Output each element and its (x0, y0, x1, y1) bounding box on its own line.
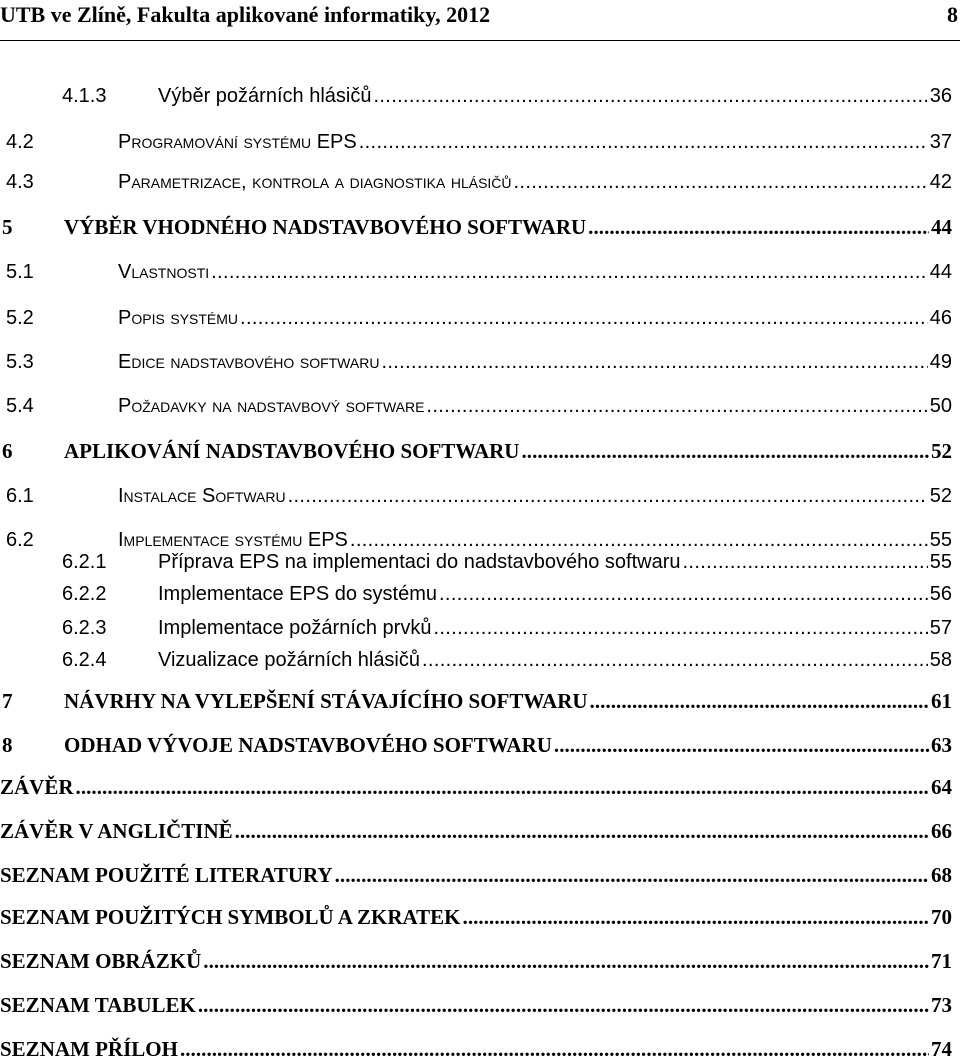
toc-entry-number: 4.1.3 (62, 85, 107, 107)
toc-leader-dots (359, 120, 928, 154)
toc-entry-number: 6.2.2 (62, 583, 107, 605)
toc-entry-title: Vlastnosti (118, 261, 210, 283)
toc-leader-dots (463, 896, 929, 930)
toc-entry-number: 6.2.3 (62, 617, 107, 639)
toc-entry-title: SEZNAM POUŽITÝCH SYMBOLŮ A ZKRATEK (0, 905, 461, 929)
toc-entry-title: VÝBĚR VHODNÉHO NADSTAVBOVÉHO SOFTWARU (64, 215, 587, 239)
toc-entry-page: 73 (931, 993, 952, 1017)
toc-entry-title: Příprava EPS na implementaci do nadstavbového softwaru (158, 551, 681, 573)
toc-leader-dots (683, 546, 928, 574)
toc-entry-page: 52 (929, 485, 952, 507)
toc-entry[interactable] (0, 984, 952, 1018)
toc-entry-number: 6 (2, 439, 13, 463)
toc-entry[interactable] (0, 80, 952, 108)
toc-entry-title: Popis systému (118, 307, 239, 329)
toc-leader-dots (76, 766, 929, 800)
toc-entry-page: 46 (929, 307, 952, 329)
toc-entry-title: Výběr požárních hlásičů (158, 85, 372, 107)
toc-entry[interactable] (0, 644, 952, 672)
toc-entry-number: 6.2.1 (62, 551, 107, 573)
toc-entry-number: 4.2 (6, 131, 34, 153)
toc-entry-title: Implementace systému EPS (118, 529, 348, 551)
header-title: UTB ve Zlíně, Fakulta aplikované informatiky, 2012 (0, 2, 491, 27)
toc-leader-dots (554, 724, 929, 758)
toc-entry-page: 64 (931, 775, 952, 799)
toc-leader-dots (422, 644, 928, 672)
toc-leader-dots (373, 80, 927, 108)
toc-entry-page: 49 (929, 351, 952, 373)
toc-entry-number: 5 (2, 215, 13, 239)
toc-entry-title: SEZNAM OBRÁZKŮ (0, 949, 202, 973)
toc-entry[interactable] (0, 680, 952, 714)
toc-leader-dots (514, 160, 928, 194)
toc-leader-dots (198, 984, 929, 1018)
toc-entry-title: Programování systému EPS (118, 131, 357, 153)
toc-entry[interactable] (0, 120, 952, 154)
toc-entry-title: SEZNAM TABULEK (0, 993, 196, 1017)
toc-entry-number: 4.3 (6, 171, 34, 193)
toc-entry-page: 74 (931, 1037, 952, 1061)
toc-leader-dots (211, 250, 928, 284)
toc-entry-page: 66 (931, 819, 952, 843)
toc-entry-page: 57 (929, 617, 952, 639)
toc-entry-title: APLIKOVÁNÍ NADSTAVBOVÉHO SOFTWARU (64, 439, 520, 463)
toc-entry-page: 61 (931, 689, 952, 713)
toc-entry-title: Implementace EPS do systému (158, 583, 438, 605)
toc-leader-dots (203, 940, 929, 974)
toc-entry-title: NÁVRHY NA VYLEPŠENÍ STÁVAJÍCÍHO SOFTWARU (64, 689, 588, 713)
toc-entry-number: 5.2 (6, 307, 34, 329)
toc-entry-page: 36 (929, 85, 952, 107)
toc-entry-title: SEZNAM PŘÍLOH (0, 1037, 178, 1061)
toc-entry[interactable] (0, 940, 952, 974)
toc-entry-number: 6.1 (6, 485, 34, 507)
toc-entry[interactable] (0, 578, 952, 606)
toc-leader-dots (335, 854, 929, 888)
toc-leader-dots (240, 296, 928, 330)
toc-entry-title: Požadavky na nadstavbový software (118, 395, 425, 417)
toc-entry[interactable] (0, 810, 952, 844)
toc-leader-dots (521, 430, 929, 464)
toc-entry-page: 44 (929, 261, 952, 283)
toc-entry-page: 56 (929, 583, 952, 605)
toc-entry[interactable] (0, 160, 952, 194)
toc-entry-page: 63 (931, 733, 952, 757)
toc-entry[interactable] (0, 384, 952, 418)
toc-entry[interactable] (0, 896, 952, 930)
toc-entry-page: 58 (929, 649, 952, 671)
toc-entry[interactable] (0, 766, 952, 800)
toc-entry[interactable] (0, 854, 952, 888)
toc-entry-page: 55 (929, 551, 952, 573)
toc-entry-page: 70 (931, 905, 952, 929)
toc-leader-dots (433, 612, 927, 640)
toc-entry-title: Edice nadstavbového softwaru (118, 351, 380, 373)
toc-entry[interactable] (0, 340, 952, 374)
toc-entry-title: ZÁVĚR V ANGLIČTINĚ (0, 819, 233, 843)
toc-entry[interactable] (0, 724, 952, 758)
toc-entry-number: 5.4 (6, 395, 34, 417)
toc-entry[interactable] (0, 546, 952, 574)
toc-entry-title: Instalace Softwaru (118, 485, 286, 507)
toc-entry-number: 5.3 (6, 351, 34, 373)
toc-entry[interactable] (0, 250, 952, 284)
toc-leader-dots (590, 680, 929, 714)
toc-entry-title: ODHAD VÝVOJE NADSTAVBOVÉHO SOFTWARU (64, 733, 552, 757)
toc-leader-dots (180, 1028, 929, 1062)
toc-entry-page: 52 (931, 439, 952, 463)
toc-entry-title: Parametrizace, kontrola a diagnostika hlásičů (118, 171, 512, 193)
toc-entry-title: SEZNAM POUŽITÉ LITERATURY (0, 863, 333, 887)
toc-leader-dots (288, 474, 928, 508)
toc-entry-page: 42 (929, 171, 952, 193)
toc-entry[interactable] (0, 1028, 952, 1062)
toc-entry-number: 6.2.4 (62, 649, 107, 671)
toc-leader-dots (439, 578, 928, 606)
toc-entry[interactable] (0, 474, 952, 508)
toc-entry-page: 44 (931, 215, 952, 239)
toc-entry-number: 7 (2, 689, 13, 713)
toc-entry-page: 68 (931, 863, 952, 887)
toc-leader-dots (588, 206, 929, 240)
header-page-number: 8 (947, 2, 958, 27)
toc-entry[interactable] (0, 296, 952, 330)
toc-entry-title: ZÁVĚR (0, 775, 74, 799)
toc-entry[interactable] (0, 430, 952, 464)
toc-entry-title: Implementace požárních prvků (158, 617, 432, 639)
toc-entry-title: Vizualizace požárních hlásičů (158, 649, 421, 671)
toc-entry-page: 71 (931, 949, 952, 973)
toc-entry-page: 55 (929, 529, 952, 551)
toc-entry[interactable] (0, 612, 952, 640)
toc-entry-number: 8 (2, 733, 13, 757)
toc-entry[interactable] (0, 206, 952, 240)
toc-entry-page: 50 (929, 395, 952, 417)
toc-entry-page: 37 (929, 131, 952, 153)
toc-entry-number: 6.2 (6, 529, 34, 551)
toc-leader-dots (426, 384, 927, 418)
toc-leader-dots (235, 810, 929, 844)
toc-entry-number: 5.1 (6, 261, 34, 283)
toc-leader-dots (381, 340, 927, 374)
